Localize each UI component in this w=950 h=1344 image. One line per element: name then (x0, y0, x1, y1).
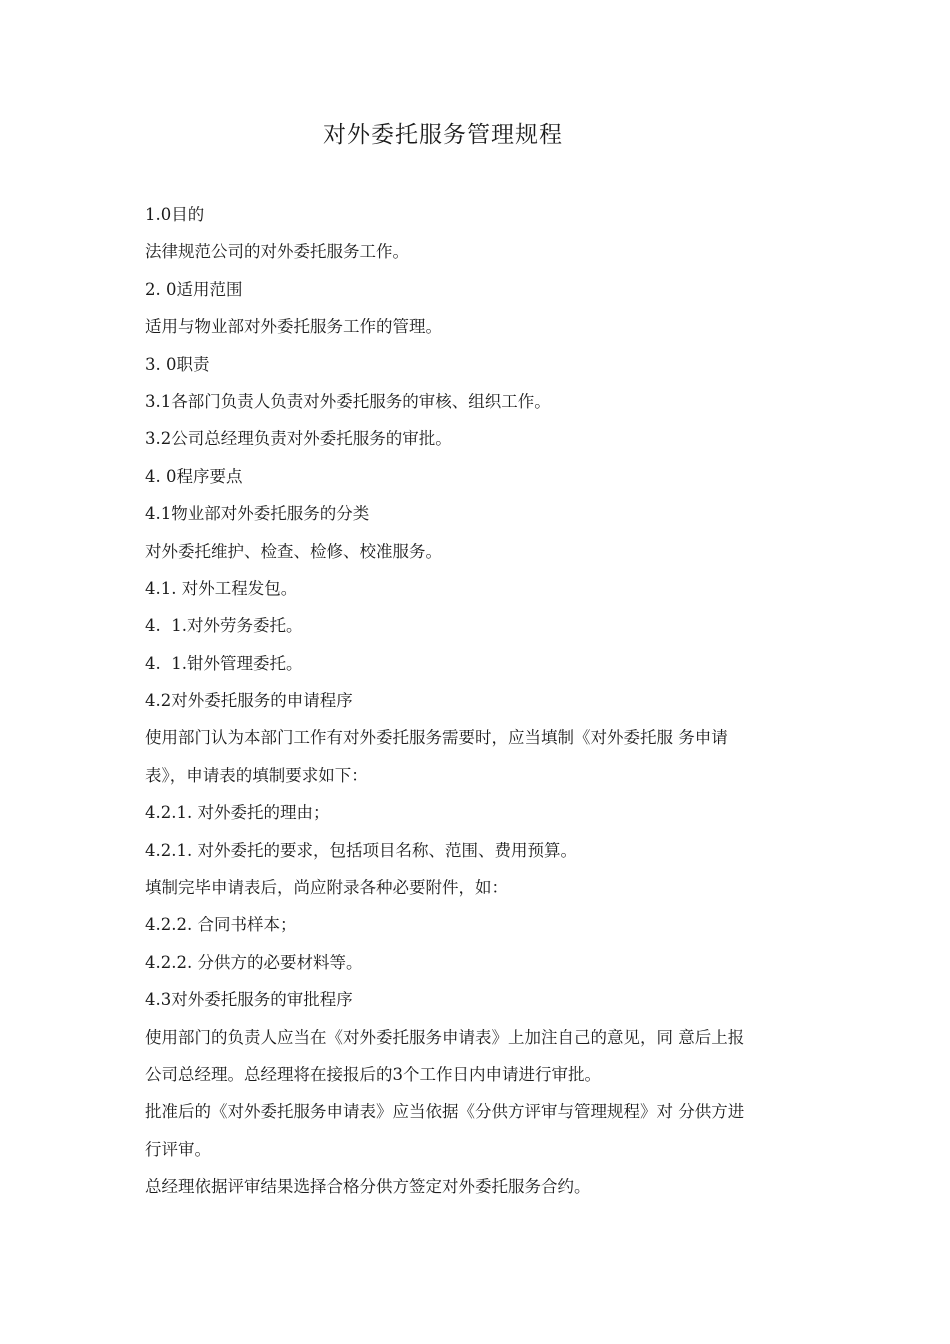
paragraph-line: 法律规范公司的对外委托服务工作。 (145, 242, 409, 262)
paragraph-line: 3.2公司总经理负责对外委托服务的审批。 (145, 429, 452, 449)
list-item: 4.1. 对外工程发包。 (145, 578, 298, 598)
subsection-heading: 4.2对外委托服务的申请程序 (145, 691, 353, 711)
list-item: 4.2.2. 合同书样本； (145, 915, 297, 935)
paragraph-line: 公司总经理。总经理将在接报后的3个工作日内申请进行审批。 (145, 1064, 601, 1084)
subsection-heading: 4.1物业部对外委托服务的分类 (145, 504, 370, 524)
list-item: 4. 1.钳外管理委托。 (145, 653, 303, 673)
section-heading-responsibilities: 3. 0职责 (145, 354, 210, 374)
paragraph-line: 使用部门的负责人应当在《对外委托服务申请表》上加注自己的意见，同 意后上报 (145, 1027, 745, 1047)
list-item: 4.2.2. 分供方的必要材料等。 (145, 952, 363, 972)
paragraph-line: 填制完毕申请表后，尚应附录各种必要附件，如： (145, 878, 508, 898)
section-heading-procedure: 4. 0程序要点 (145, 466, 243, 486)
document-body (145, 196, 815, 1206)
section-heading-purpose: 1.0目的 (145, 205, 205, 224)
paragraph-line: 使用部门认为本部门工作有对外委托服务需要时，应当填制《对外委托服 务申请 (145, 728, 728, 748)
subsection-heading: 4.3对外委托服务的审批程序 (145, 990, 353, 1010)
list-item: 4.2.1. 对外委托的要求，包括项目名称、范围、费用预算。 (145, 840, 577, 860)
document-title: 对外委托服务管理规程 (323, 122, 563, 148)
paragraph-line: 总经理依据评审结果选择合格分供方签定对外委托服务合约。 (145, 1177, 591, 1197)
section-heading-scope: 2. 0适用范围 (145, 279, 243, 299)
paragraph-line: 3.1各部门负责人负责对外委托服务的审核、组织工作。 (145, 391, 551, 411)
paragraph-line: 适用与物业部对外委托服务工作的管理。 (145, 317, 442, 337)
list-item: 4. 1.对外劳务委托。 (145, 616, 303, 636)
paragraph-line: 对外委托维护、检查、检修、校准服务。 (145, 541, 442, 561)
paragraph-line: 批准后的《对外委托服务申请表》应当依据《分供方评审与管理规程》对 分供方进 (145, 1102, 745, 1122)
paragraph-line: 行评审。 (145, 1139, 211, 1159)
list-item: 4.2.1. 对外委托的理由； (145, 803, 330, 823)
paragraph-line: 表》，申请表的填制要求如下： (145, 765, 368, 785)
